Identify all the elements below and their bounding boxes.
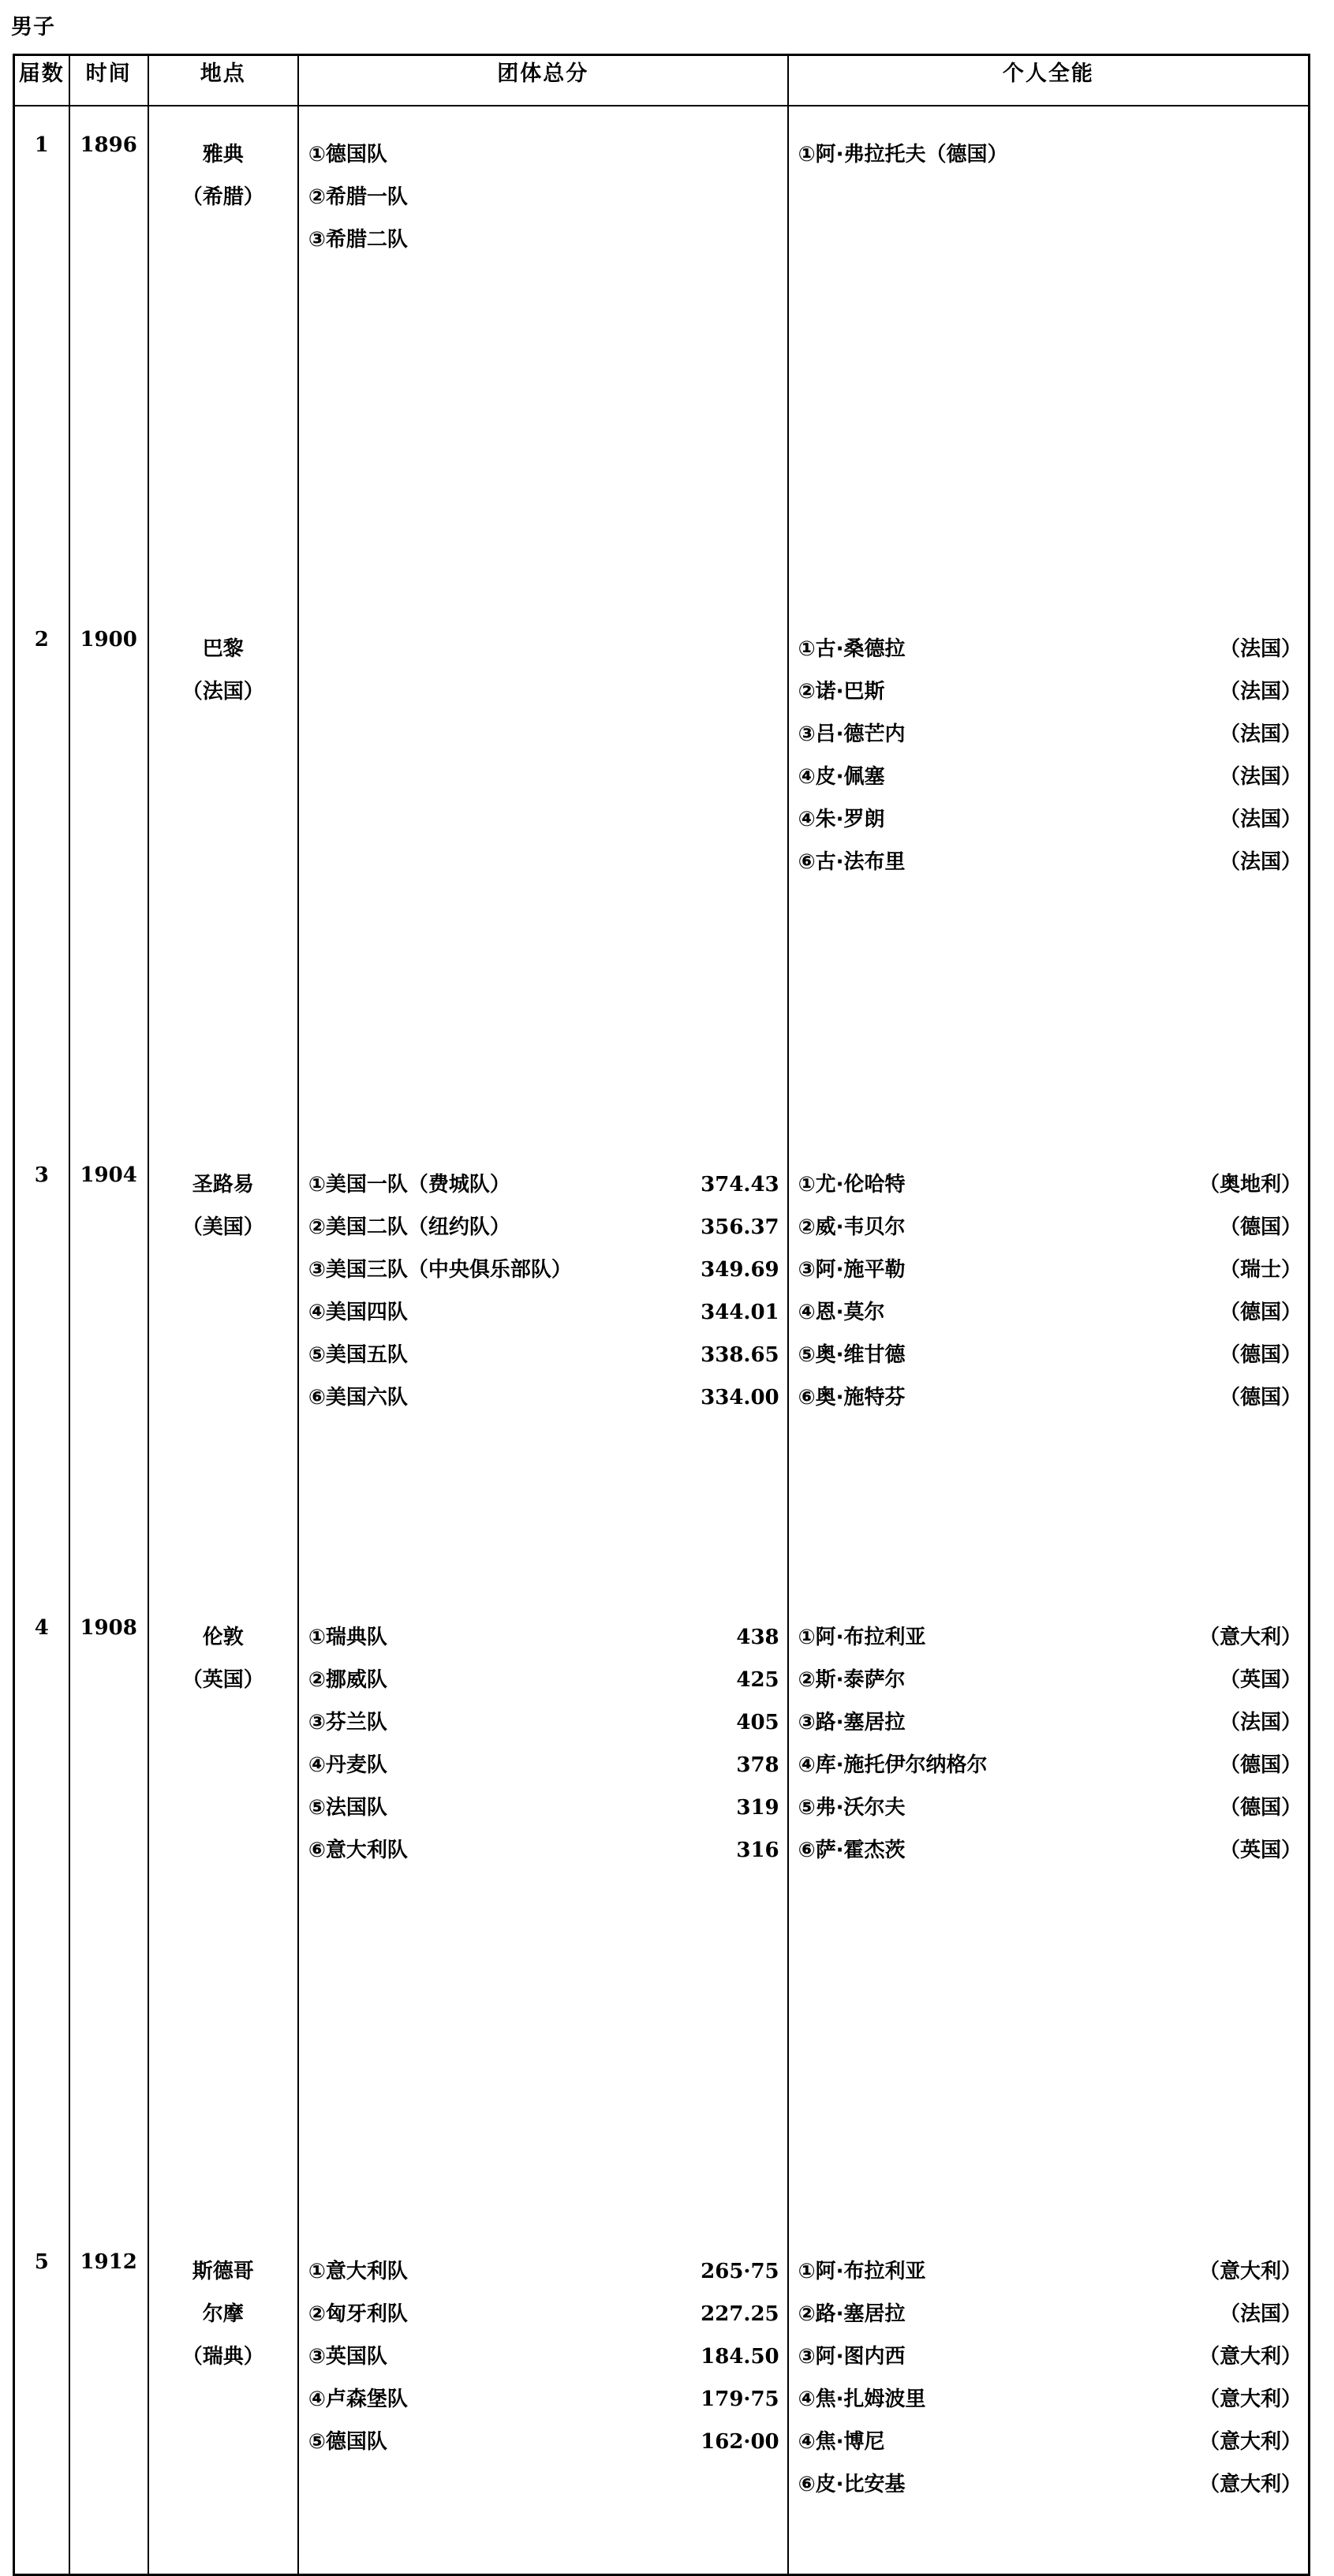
athlete-country: （英国） [1219,1668,1302,1692]
place-line: （希腊） [181,185,264,209]
team-name: ③美国三队（中央俱乐部队） [308,1258,572,1282]
team-score: 184.50 [701,2345,779,2369]
team-result-line [299,1291,787,1334]
athlete-name: ⑥奥·施特芬 [798,1386,906,1409]
athlete-country: （德国） [1219,1386,1302,1409]
table-header-row [14,55,1310,106]
athlete-country: （法国） [1219,808,1302,831]
team-name: ⑤法国队 [308,1796,387,1820]
games-place [149,601,297,1137]
team-score: 179·75 [701,2387,779,2411]
athlete-name: ①阿·布拉利亚 [798,2260,926,2283]
team-result-line [299,1376,787,1419]
team-score: 162·00 [701,2430,779,2454]
team-name: ②匈牙利队 [308,2302,408,2326]
team-result-line [299,1616,787,1659]
place-line: 伦敦 [202,1626,244,1649]
athlete-country: （英国） [1219,1839,1302,1862]
athlete-country: （意大利） [1198,1626,1302,1649]
team-name: ③希腊二队 [308,228,408,252]
header-cell-place: 地点 [148,55,298,106]
athlete-name: ⑥萨·霍杰茨 [798,1839,906,1862]
athlete-country: （法国） [1219,765,1302,789]
team-result-line [299,1334,787,1376]
games-year: 1896 [80,133,137,157]
individual-result-line [789,628,1308,670]
individual-result-line [789,713,1308,756]
individual-result-line [789,2250,1308,2293]
place-line: 巴黎 [202,637,244,661]
place-line: 雅典 [202,143,244,166]
individual-results [789,601,1308,1137]
team-result-line [299,133,787,176]
athlete-country: （德国） [1219,1301,1302,1324]
individual-result-line [789,1829,1308,1872]
games-number: 4 [34,1616,49,1640]
games-year: 1912 [80,2250,137,2274]
team-name: ⑥美国六队 [308,1386,408,1409]
team-name: ④丹麦队 [308,1753,387,1777]
team-results [299,1589,787,2223]
team-score: 374.43 [701,1173,779,1197]
athlete-country: （瑞士） [1219,1258,1302,1282]
individual-result-line [789,1206,1308,1249]
team-score: 338.65 [701,1343,779,1367]
individual-result-line [789,2378,1308,2421]
individual-result-line [789,1291,1308,1334]
table-body-row [14,106,1310,2575]
individual-results [789,1589,1308,2223]
header-cell-individual-all-around: 个人全能 [788,55,1310,106]
athlete-name: ②斯·泰萨尔 [798,1668,906,1692]
games-number: 2 [34,628,49,651]
team-name: ⑤德国队 [308,2430,387,2454]
results-table [13,54,1310,2576]
athlete-name: ④库·施托伊尔纳格尔 [798,1753,988,1777]
place-line: 斯德哥 [192,2260,254,2283]
team-result-line [299,2293,787,2335]
athlete-country: （法国） [1219,680,1302,704]
athlete-country: （意大利） [1198,2430,1302,2454]
athlete-name: ③阿·施平勒 [798,1258,906,1282]
athlete-name: ⑥古·法布里 [798,850,906,874]
athlete-name: ③阿·图内西 [798,2345,906,2369]
team-result-line [299,1829,787,1872]
column-number [14,106,69,2575]
column-individual [788,106,1310,2575]
team-name: ④美国四队 [308,1301,408,1324]
place-line: （瑞典） [181,2345,264,2369]
athlete-name: ①尤·伦哈特 [798,1173,906,1197]
athlete-name: ④朱·罗朗 [798,808,885,831]
individual-result-line [789,1334,1308,1376]
athlete-name: ③吕·德芒内 [798,722,906,746]
athlete-name: ⑤弗·沃尔夫 [798,1796,906,1820]
individual-result-line [789,1163,1308,1206]
team-name: ①瑞典队 [308,1626,387,1649]
place-line: 圣路易 [192,1173,254,1197]
team-result-line [299,1249,787,1291]
athlete-name: ④皮·佩塞 [798,765,885,789]
team-name: ②希腊一队 [308,185,408,209]
athlete-name: ②诺·巴斯 [798,680,885,704]
games-number: 1 [34,133,49,157]
athlete-country: （德国） [1219,1753,1302,1777]
games-number: 3 [34,1163,49,1187]
athlete-country: （意大利） [1198,2345,1302,2369]
team-result-line [299,218,787,261]
athlete-country: （法国） [1219,1711,1302,1734]
athlete-country: （意大利） [1198,2473,1302,2496]
athlete-country: （意大利） [1198,2260,1302,2283]
athlete-country: （德国） [1219,1343,1302,1367]
individual-result-line [789,2293,1308,2335]
athlete-name: ⑤奥·维甘德 [798,1343,906,1367]
games-place [149,106,297,601]
athlete-name: ②威·韦贝尔 [798,1215,906,1239]
team-score: 349.69 [701,1258,779,1282]
column-team-total [298,106,788,2575]
team-name: ⑤美国五队 [308,1343,408,1367]
team-result-line [299,2378,787,2421]
athlete-name: ②路·塞居拉 [798,2302,906,2326]
team-name: ③芬兰队 [308,1711,387,1734]
individual-result-line [789,1786,1308,1829]
athlete-country: （法国） [1219,637,1302,661]
games-place [149,1137,297,1589]
team-results [299,1137,787,1589]
place-line: （英国） [181,1668,264,1692]
athlete-country: （德国） [1219,1215,1302,1239]
team-result-line [299,1744,787,1786]
team-score: 316 [736,1839,779,1862]
team-name: ③英国队 [308,2345,387,2369]
individual-result-line [789,670,1308,713]
team-result-line [299,1786,787,1829]
athlete-name: ④焦·博尼 [798,2430,885,2454]
team-name: ④卢森堡队 [308,2387,408,2411]
athlete-country: （法国） [1219,850,1302,874]
page-title: 男子 [11,15,55,39]
athlete-name: ③路·塞居拉 [798,1711,906,1734]
athlete-country: （法国） [1219,2302,1302,2326]
individual-result-line [789,2421,1308,2463]
individual-result-line [789,1659,1308,1701]
team-score: 344.01 [701,1301,779,1324]
team-score: 378 [736,1753,779,1777]
team-score: 356.37 [701,1215,779,1239]
athlete-name: ⑥皮·比安基 [798,2473,906,2496]
team-result-line [299,1163,787,1206]
column-year [69,106,148,2575]
team-score: 265·75 [701,2260,779,2283]
team-score: 334.00 [701,1386,779,1409]
place-line: （美国） [181,1215,264,1239]
team-results [299,106,787,601]
team-results [299,601,787,1137]
team-score: 405 [736,1711,779,1734]
individual-result-line [789,133,1308,176]
athlete-name: ①阿·布拉利亚 [798,1626,926,1649]
individual-result-line [789,798,1308,841]
individual-result-line [789,1249,1308,1291]
individual-results [789,106,1308,601]
team-result-line [299,2335,787,2378]
team-score: 319 [736,1796,779,1820]
athlete-country: （德国） [1219,1796,1302,1820]
team-result-line [299,1701,787,1744]
athlete-country: （法国） [1219,722,1302,746]
athlete-name: ①阿·弗拉托夫（德国） [798,143,1008,166]
individual-result-line [789,2335,1308,2378]
team-result-line [299,2421,787,2463]
team-score: 438 [736,1626,779,1649]
team-result-line [299,2250,787,2293]
athlete-name: ④恩·莫尔 [798,1301,885,1324]
team-name: ②美国二队（纽约队） [308,1215,510,1239]
place-line: （法国） [181,680,264,704]
games-place [149,1589,297,2223]
individual-result-line [789,1616,1308,1659]
team-name: ①德国队 [308,143,387,166]
team-name: ⑥意大利队 [308,1839,408,1862]
individual-results [789,2223,1308,2574]
header-cell-team-total: 团体总分 [298,55,788,106]
games-year: 1904 [80,1163,137,1187]
athlete-name: ①古·桑德拉 [798,637,906,661]
team-score: 425 [736,1668,779,1692]
place-line: 尔摩 [202,2302,244,2326]
individual-result-line [789,1701,1308,1744]
individual-result-line [789,1376,1308,1419]
team-name: ①意大利队 [308,2260,408,2283]
header-cell-number: 届数 [14,55,69,106]
individual-result-line [789,756,1308,798]
team-name: ②挪威队 [308,1668,387,1692]
individual-result-line [789,841,1308,883]
column-place [148,106,298,2575]
team-result-line [299,176,787,218]
header-cell-year: 时间 [69,55,148,106]
games-number: 5 [34,2250,49,2274]
athlete-country: （意大利） [1198,2387,1302,2411]
athlete-country: （奥地利） [1198,1173,1302,1197]
team-score: 227.25 [701,2302,779,2326]
games-year: 1908 [80,1616,137,1640]
athlete-name: ④焦·扎姆波里 [798,2387,926,2411]
games-place [149,2223,297,2574]
individual-result-line [789,1744,1308,1786]
team-result-line [299,1206,787,1249]
games-year: 1900 [80,628,137,651]
individual-results [789,1137,1308,1589]
team-results [299,2223,787,2574]
team-result-line [299,1659,787,1701]
individual-result-line [789,2463,1308,2506]
team-name: ①美国一队（费城队） [308,1173,510,1197]
